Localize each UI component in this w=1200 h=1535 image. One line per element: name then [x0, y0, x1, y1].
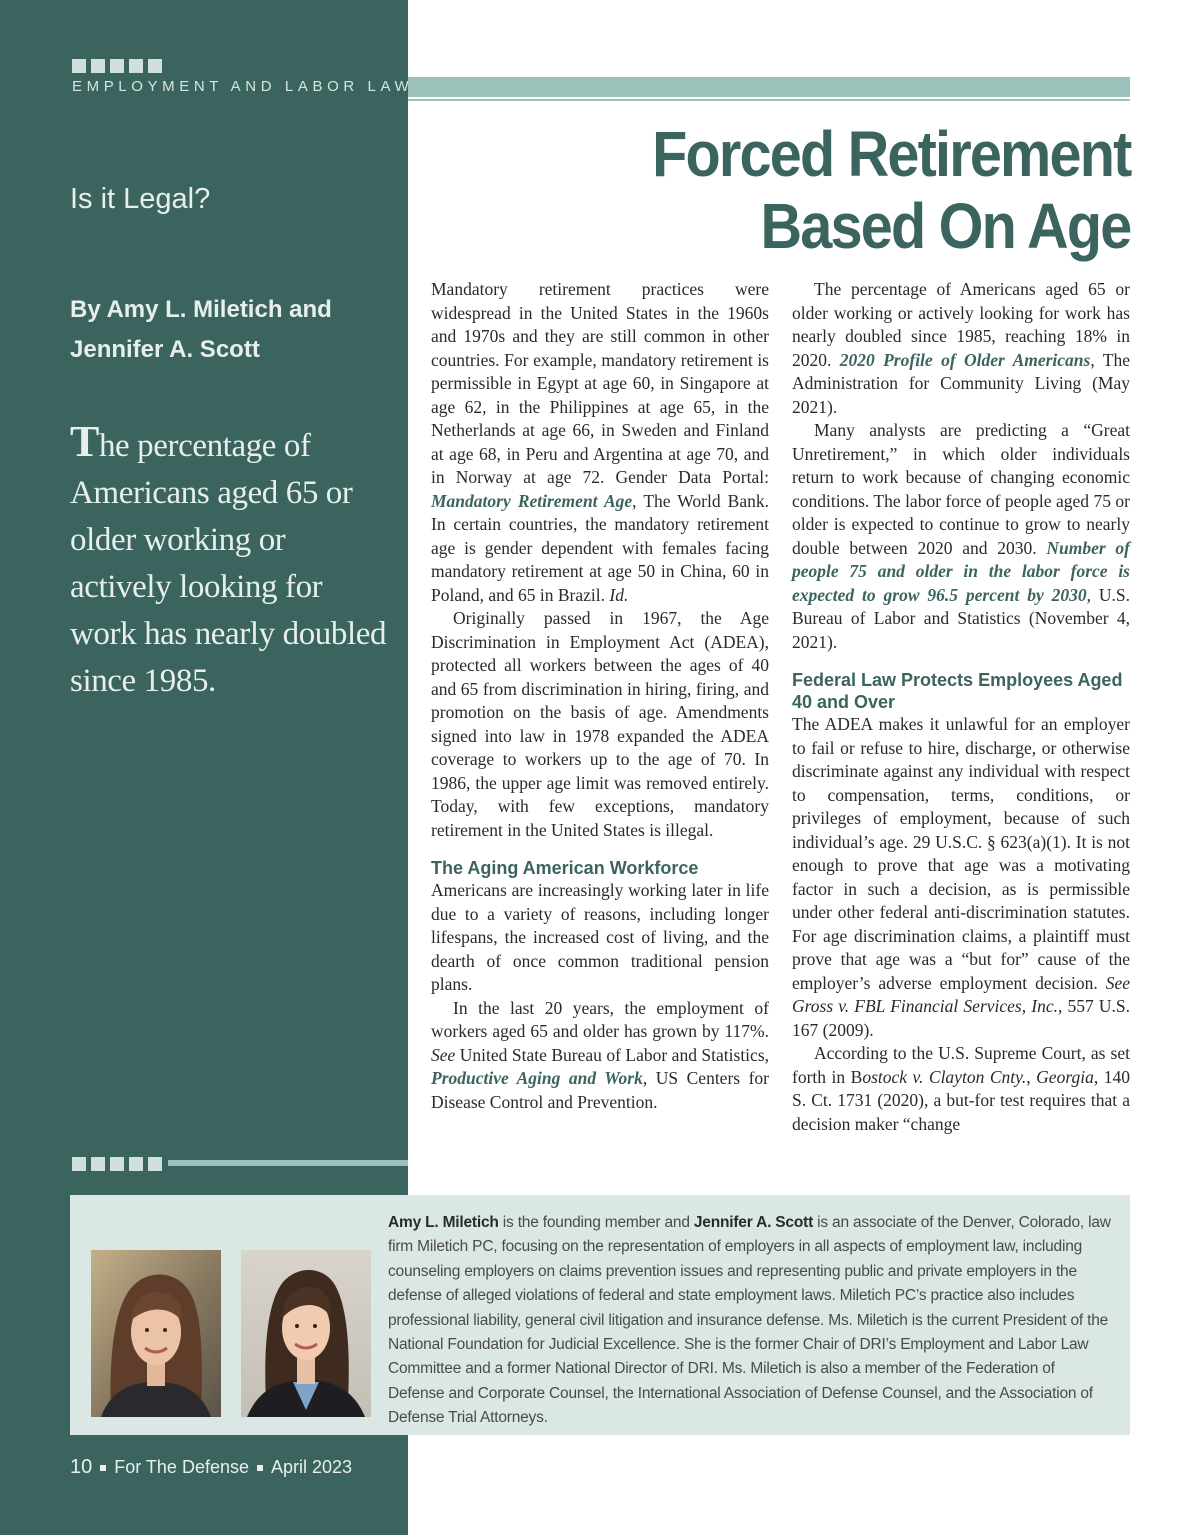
headline-line2: Based On Age	[760, 190, 1130, 262]
text: , U.S. Bureau of Labor and Statistics (November 4, 2021).	[792, 584, 1130, 652]
issue-date: April 2023	[271, 1457, 353, 1477]
text: , US Centers for Disease Control and Prevention.	[431, 1068, 769, 1112]
citation: Id.	[609, 584, 629, 605]
text: , The World Bank. In certain countries, the mandatory retirement age is gender dependent with females facing mandatory retirement at age 50 in China, 60 in Poland, and 65 in Brazil.	[431, 490, 769, 605]
article-headline	[652, 118, 1130, 262]
subheading: Federal Law Protects Employees Aged 40 and Over	[792, 670, 1123, 712]
paragraph	[431, 997, 769, 1115]
text: , 557 U.S. 167 (2009).	[792, 996, 1131, 1040]
section-bar	[70, 77, 1130, 97]
text: The ADEA makes it unlawful for an employer to fail or refuse to hire, discharge, or otherwise discriminate against any individual with respect to compensation, terms, conditions, or privileges of employment, because of such individual’s age. 29 U.S.C. § 623(a)(1). It is not enough to prove that age was a motivating factor in such a decision, as is permissible under other federal anti-discrimination statutes. For age discrimination claims, a plaintiff must prove that age was a “but for” cause of the employer’s adverse employment decision.	[792, 714, 1130, 993]
citation: See	[431, 1044, 456, 1065]
citation: See Gross v. FBL Financial Services, Inc.	[792, 972, 1130, 1016]
author-photo-1	[91, 1250, 221, 1417]
author-photo-2	[241, 1250, 371, 1417]
page-footer	[70, 1456, 352, 1479]
link-productive-aging[interactable]: Productive Aging and Work	[431, 1068, 643, 1088]
section-rule	[408, 99, 1130, 101]
subheading: The Aging American Workforce	[431, 858, 699, 878]
article-column-2	[792, 278, 1130, 1136]
kicker: Is it Legal?	[70, 183, 211, 215]
citation: ostock v. Clayton Cnty., Georgia	[862, 1066, 1094, 1087]
text: In the last 20 years, the employment of workers aged 65 and older has grown by 117%.	[431, 997, 769, 1041]
text: Mandatory retirement practices were widespread in the United States in the 1960s and 1970s and they are still common in other countries. For example, mandatory retirement is permissible in Egypt at age 60, in Singapore at age 62, in the Philippines at age 65, in the Netherlands at age 66, in Sweden and Finland at age 68, in Peru and Argentina at age 70, and in Norway at age 72. Gender Data Portal:	[431, 279, 769, 487]
article-column-1	[431, 278, 769, 1114]
text: The percentage of Americans aged 65 or older working or actively looking for work has nearly doubled since 1985, reaching 18% in 2020.	[792, 279, 1130, 370]
author-name-2: Jennifer A. Scott	[693, 1214, 814, 1231]
publication-name: For The Defense	[114, 1457, 249, 1477]
byline-line2: Jennifer A. Scott	[70, 336, 260, 363]
text: , 140 S. Ct. 1731 (2020), a but-for test requires that a decision maker “change	[792, 1066, 1130, 1134]
author-bio-box	[70, 1195, 1130, 1435]
section-label: EMPLOYMENT AND LABOR LAW	[72, 78, 414, 95]
paragraph	[792, 713, 1130, 1042]
text: is the founding member and	[498, 1214, 694, 1231]
byline	[70, 290, 390, 370]
byline-line1: By Amy L. Miletich and	[70, 296, 332, 323]
paragraph	[792, 419, 1130, 654]
paragraph	[431, 278, 769, 607]
paragraph: Americans are increasingly working later in life due to a variety of reasons, including longer lifespans, the increased cost of living, and the dearth of once common traditional pension plans.	[431, 880, 769, 994]
decorative-squares-top	[72, 59, 167, 77]
headline-line1: Forced Retirement	[651, 118, 1130, 190]
paragraph	[792, 1042, 1130, 1136]
text: , The Administration for Community Living (May 2021).	[792, 349, 1130, 417]
page-number: 10	[70, 1456, 93, 1478]
pull-quote-text: he percentage of Americans aged 65 or older working or actively looking for work has nearly doubled since 1985.	[70, 428, 387, 699]
pull-quote-dropcap: T	[70, 417, 99, 466]
paragraph	[792, 278, 1130, 419]
paragraph: Originally passed in 1967, the Age Discrimination in Employment Act (ADEA), protected all workers between the ages of 40 and 65 from discrimination in hiring, firing, and promotion on the basis of age. Amendments signed into law in 1978 expanded the ADEA coverage to workers up to the age of 70. In 1986, the upper age limit was removed entirely. Today, with few exceptions, mandatory retirement in the United States is illegal.	[431, 608, 769, 840]
separator-square	[257, 1465, 263, 1471]
link-mandatory-retirement-age[interactable]: Mandatory Retirement Age	[431, 490, 633, 511]
link-labor-force-75[interactable]: Number of people 75 and older in the labor force is expected to grow 96.5 percent by 2030	[792, 537, 1131, 605]
text: According to the U.S. Supreme Court, as set forth in B	[792, 1043, 1130, 1087]
decorative-rule-bottom	[168, 1160, 408, 1166]
pull-quote	[70, 418, 390, 705]
separator-square	[100, 1465, 106, 1471]
link-profile-older-americans[interactable]: 2020 Profile of Older Americans	[839, 349, 1091, 370]
text: Many analysts are predicting a “Great Unretirement,” in which older individuals return to work because of changing economic conditions. The labor force of people aged 75 or older is expected to continue to grow to nearly double between 2020 and 2030.	[792, 420, 1130, 558]
text: United State Bureau of Labor and Statistics,	[455, 1044, 769, 1065]
decorative-squares-bottom	[72, 1157, 167, 1171]
text: is an associate of the Denver, Colorado, law firm Miletich PC, focusing on the representation of employers in all aspects of employment law, including counseling employers on claims prevention issues and representing public and private employers in the defense of alleged violations of federal and state employment laws. Miletich PC’s practice also includes professional liability, general civil litigation and insurance defense. Ms. Miletich is the current President of the National Foundation for Judicial Excellence. She is the former Chair of DRI’s Employment and Labor Law Committee and a former National Director of DRI. Ms. Miletich is also a member of the Federation of Defense and Corporate Counsel, the International Association of Defense Counsel, and the Association of Defense Trial Attorneys.	[388, 1214, 1111, 1427]
author-name-1: Amy L. Miletich	[388, 1214, 499, 1231]
